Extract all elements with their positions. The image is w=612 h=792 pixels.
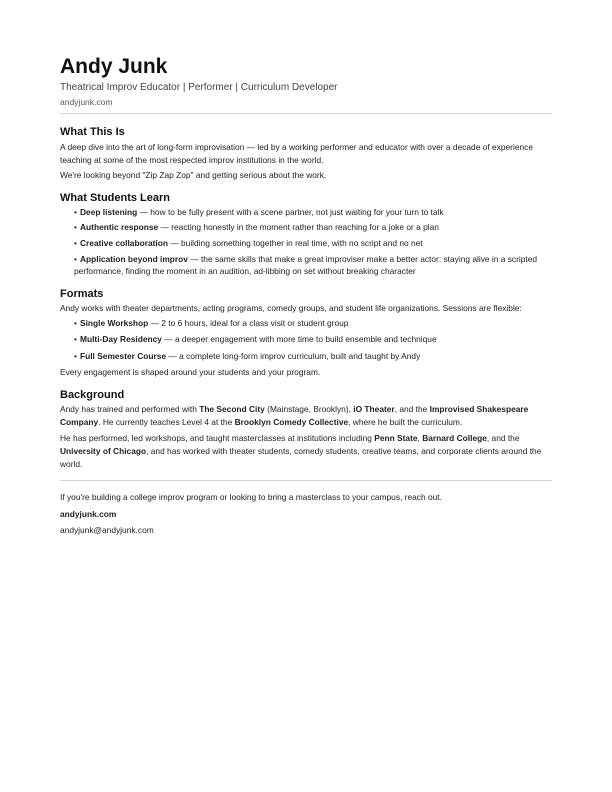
email-link[interactable]: andyjunk@andyjunk.com <box>60 525 154 536</box>
list-item-desc: — 2 to 6 hours, ideal for a class visit or student group <box>148 318 349 329</box>
text-run: , and the <box>394 404 430 415</box>
formats-intro: Andy works with theater departments, acting programs, comedy groups, and student life organizations. Sessions are flexible: <box>60 302 522 313</box>
text-run: . He currently teaches Level 4 at the <box>98 416 235 427</box>
institution-name: University of Chicago <box>60 446 147 456</box>
footer-divider <box>60 480 552 481</box>
footer-website-link[interactable]: andyjunk.com <box>60 508 117 519</box>
org-name: iO Theater <box>353 404 395 415</box>
section-heading-what-students-learn: What Students Learn <box>60 191 171 204</box>
text-run: (Mainstage, Brooklyn), <box>264 404 354 415</box>
text-run: , where he built the curriculum. <box>348 416 463 427</box>
list-item-desc: — how to be fully present with a scene partner, not just waiting for your turn to talk <box>137 206 444 217</box>
contact-cta: If you're building a college improv program or looking to bring a masterclass to your campus, reach out. <box>60 492 442 503</box>
background-paragraph <box>60 432 552 470</box>
list-item-term: Multi-Day Residency <box>80 334 162 345</box>
author-tagline: Theatrical Improv Educator | Performer | Curriculum Developer <box>60 82 338 93</box>
list-item-term: Authentic response <box>80 222 159 233</box>
text-run: Andy has trained and performed with <box>60 404 200 415</box>
list-item-desc: — a complete long-form improv curriculum, built and taught by Andy <box>166 350 421 361</box>
list-item <box>74 317 552 330</box>
what-this-is-paragraph: We're looking beyond "Zip Zap Zop" and getting serious about the work. <box>60 170 327 181</box>
bullet-icon: • <box>74 334 77 345</box>
list-item <box>74 237 552 250</box>
bullet-icon: • <box>74 318 77 329</box>
header-divider <box>60 113 552 114</box>
text-run: , and has worked with theater students, comedy students, creative teams, and corporate clients around the world. <box>60 446 542 469</box>
org-name: Brooklyn Comedy Collective <box>234 416 349 427</box>
text-run: , and the <box>486 433 520 444</box>
list-item <box>74 221 552 234</box>
author-name: Andy Junk <box>60 55 168 78</box>
org-name: Improvised Shakespeare Company <box>60 404 529 427</box>
background-paragraph <box>60 403 552 428</box>
org-name: The Second City <box>199 404 265 415</box>
text-run: He has performed, led workshops, and taught masterclasses at institutions including <box>60 433 375 444</box>
bullet-icon: • <box>74 253 77 264</box>
list-item <box>60 253 552 278</box>
institution-name: Barnard College <box>422 433 487 444</box>
header-website-link[interactable]: andyjunk.com <box>60 97 113 107</box>
section-heading-background: Background <box>60 389 125 402</box>
list-item-desc: — building something together in real time, with no script and no net <box>167 237 423 248</box>
what-this-is-paragraph: A deep dive into the art of long-form improvisation — led by a working performer and educator with over a decade of experience teaching at some of the most respected improv institutions in the world. <box>60 142 533 165</box>
text-run: , <box>417 433 423 444</box>
list-item-term: Full Semester Course <box>80 350 167 361</box>
list-item-desc: — reacting honestly in the moment rather than reaching for a joke or a plan <box>158 222 439 233</box>
bullet-icon: • <box>74 350 77 361</box>
formats-list <box>60 317 552 362</box>
formats-outro: Every engagement is shaped around your students and your program. <box>60 366 321 377</box>
learn-list <box>60 206 552 278</box>
institution-name: Penn State <box>374 433 418 444</box>
bullet-icon: • <box>74 206 77 217</box>
bullet-icon: • <box>74 222 77 233</box>
section-heading-formats: Formats <box>60 287 104 300</box>
list-item-desc: — the same skills that make a great improviser make a better actor: staying alive in a scripted performance, finding the moment in an audition, ad-libbing on set without breaking character <box>74 253 538 277</box>
list-item-term: Single Workshop <box>80 318 149 329</box>
list-item-term: Deep listening <box>80 206 138 217</box>
list-item <box>74 206 552 219</box>
list-item <box>74 333 552 346</box>
list-item <box>74 350 552 363</box>
section-heading-what-this-is: What This Is <box>60 126 125 138</box>
list-item-term: Application beyond improv <box>80 253 188 264</box>
document-content <box>60 55 552 537</box>
bullet-icon: • <box>74 237 77 248</box>
list-item-desc: — a deeper engagement with more time to build ensemble and technique <box>161 334 437 345</box>
list-item-term: Creative collaboration <box>80 237 168 248</box>
